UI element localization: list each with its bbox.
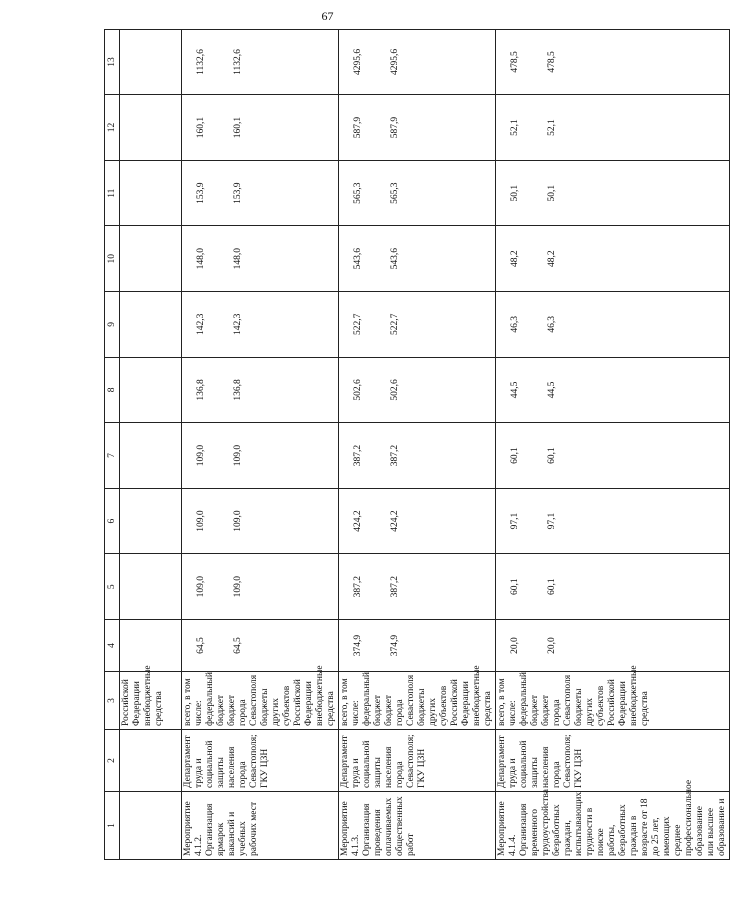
funding-source-label: бюджет города Севастополя <box>384 674 416 726</box>
funding-value: 60,1 <box>547 578 557 596</box>
value-cell <box>182 95 339 161</box>
column-number-header: 12 <box>105 95 120 161</box>
value-cell <box>120 226 182 292</box>
funding-value: 46,3 <box>510 316 520 333</box>
funding-value: 153,9 <box>233 182 243 204</box>
funding-value: 20,0 <box>547 637 557 654</box>
page-number: 67 <box>321 9 334 23</box>
funding-sources-cell <box>182 665 339 730</box>
column-number-row <box>105 29 120 859</box>
value-cell <box>339 160 496 226</box>
funding-value: 522,7 <box>390 313 400 336</box>
funding-source-label: внебюджетные средства <box>315 665 336 726</box>
funding-source-label: всего, в том числе: <box>183 678 204 726</box>
funding-value: 148,0 <box>233 248 243 270</box>
funding-value: 46,3 <box>547 316 557 333</box>
table-body <box>120 29 730 859</box>
value-cell <box>496 423 730 489</box>
table-section-row <box>339 29 496 859</box>
funding-value: 4295,6 <box>390 48 400 76</box>
funding-value: 48,2 <box>547 250 557 268</box>
value-cell <box>182 423 339 489</box>
measure-cell: Мероприятие 4.1.2. Организация ярмарок вакансий и учебных рабочих мест <box>182 792 339 860</box>
funding-value: 50,1 <box>547 184 557 202</box>
funding-value: 478,5 <box>547 51 557 73</box>
value-cell <box>120 423 182 489</box>
column-number-header: 10 <box>105 226 120 292</box>
value-cell <box>339 357 496 423</box>
measure-cell <box>120 792 182 860</box>
value-cell <box>182 357 339 423</box>
value-cell <box>339 292 496 358</box>
funding-value: 44,5 <box>510 381 520 399</box>
funding-value: 60,1 <box>510 578 520 596</box>
funding-source-label: внебюджетные средства <box>629 665 650 726</box>
column-number-header: 5 <box>105 554 120 620</box>
value-cell <box>339 620 496 672</box>
value-cell <box>182 488 339 554</box>
funding-source-label: внебюджетные средства <box>143 665 164 726</box>
funding-value: 387,2 <box>390 444 400 467</box>
funding-source-label: Российской Федерации <box>121 679 142 726</box>
value-cell <box>120 620 182 672</box>
executor-cell: Департамент труда и социальной защиты населения города Севастополя; ГКУ ЦЗН <box>339 730 496 792</box>
funding-value: 587,9 <box>353 116 363 139</box>
value-cell <box>182 620 339 672</box>
value-cell <box>496 488 730 554</box>
funding-value: 160,1 <box>196 116 206 139</box>
table-section-row <box>120 29 182 859</box>
funding-value: 153,9 <box>196 182 206 204</box>
funding-source-label: федеральный бюджет <box>519 672 540 726</box>
funding-value: 522,7 <box>353 313 363 336</box>
funding-value: 52,1 <box>510 119 520 136</box>
funding-value: 136,8 <box>196 379 206 401</box>
funding-value: 97,1 <box>547 512 557 530</box>
value-cell <box>182 160 339 226</box>
value-cell <box>182 292 339 358</box>
measure-cell: Мероприятие 4.1.4. Организация временного трудоустройства безработных граждан, испытывающих трудности в поиске работы, безработных граждан в возрасте от 18 до 25 лет, имеющих среднее профессиональное образование или высшее образование и <box>496 792 730 860</box>
funding-value: 543,6 <box>390 248 400 270</box>
column-number-header: 3 <box>105 672 120 730</box>
value-cell <box>182 29 339 95</box>
value-cell <box>496 292 730 358</box>
funding-value: 587,9 <box>390 116 400 139</box>
funding-value: 374,9 <box>353 634 363 657</box>
funding-value: 478,5 <box>510 51 520 73</box>
funding-value: 142,3 <box>233 313 243 336</box>
funding-value: 109,0 <box>233 576 243 598</box>
value-cell <box>339 29 496 95</box>
value-cell <box>182 554 339 620</box>
table-section-row <box>182 29 339 859</box>
funding-value: 565,3 <box>353 182 363 204</box>
rotated-table-container <box>104 34 727 860</box>
column-number-header: 6 <box>105 488 120 554</box>
funding-value: 502,6 <box>390 379 400 401</box>
funding-value: 565,3 <box>390 182 400 204</box>
funding-source-label: всего, в том числе: <box>340 678 361 726</box>
funding-value: 60,1 <box>547 447 557 464</box>
table-section-row <box>496 29 730 859</box>
funding-value: 374,9 <box>390 634 400 657</box>
value-cell <box>496 620 730 672</box>
funding-source-label: бюджеты других субъектов Российской Федерации <box>260 679 314 726</box>
funding-value: 160,1 <box>233 116 243 139</box>
funding-value: 109,0 <box>196 576 206 598</box>
funding-value: 109,0 <box>196 444 206 467</box>
funding-value: 64,5 <box>196 637 206 654</box>
value-cell <box>496 29 730 95</box>
funding-value: 1132,6 <box>233 49 243 75</box>
column-number-header: 11 <box>105 160 120 226</box>
table-stage <box>104 34 727 860</box>
funding-source-label: федеральный бюджет <box>205 672 226 726</box>
column-number-header: 4 <box>105 620 120 672</box>
funding-value: 4295,6 <box>353 48 363 76</box>
executor-cell <box>120 730 182 792</box>
column-number-header: 1 <box>105 792 120 860</box>
funding-value: 136,8 <box>233 379 243 401</box>
executor-cell: Департамент труда и социальной защиты населения города Севастополя; ГКУ ЦЗН <box>182 730 339 792</box>
funding-source-label: бюджеты других субъектов Российской Федерации <box>417 679 471 726</box>
value-cell <box>339 488 496 554</box>
budget-table <box>104 29 730 860</box>
value-cell <box>496 160 730 226</box>
column-number-header: 13 <box>105 29 120 95</box>
funding-value: 387,2 <box>390 576 400 598</box>
value-cell <box>120 292 182 358</box>
funding-source-label: федеральный бюджет <box>362 672 383 726</box>
funding-sources-cell <box>339 665 496 730</box>
column-number-header: 8 <box>105 357 120 423</box>
funding-value: 60,1 <box>510 447 520 464</box>
value-cell <box>120 554 182 620</box>
value-cell <box>120 160 182 226</box>
funding-value: 387,2 <box>353 576 363 598</box>
funding-value: 1132,6 <box>196 49 206 75</box>
funding-value: 148,0 <box>196 248 206 270</box>
funding-value: 109,0 <box>233 510 243 532</box>
value-cell <box>496 357 730 423</box>
column-number-header: 2 <box>105 730 120 792</box>
funding-value: 20,0 <box>510 637 520 654</box>
funding-value: 502,6 <box>353 379 363 401</box>
value-cell <box>339 95 496 161</box>
funding-value: 543,6 <box>353 248 363 270</box>
value-cell <box>339 423 496 489</box>
funding-source-label: всего, в том числе: <box>497 678 518 726</box>
value-cell <box>496 95 730 161</box>
value-cell <box>339 226 496 292</box>
value-cell <box>339 554 496 620</box>
value-cell <box>120 488 182 554</box>
funding-source-label: внебюджетные средства <box>472 665 493 726</box>
value-cell <box>120 357 182 423</box>
funding-sources-cell <box>120 665 182 730</box>
funding-source-label: бюджет города Севастополя <box>227 674 259 726</box>
value-cell <box>182 226 339 292</box>
funding-value: 387,2 <box>353 444 363 467</box>
funding-value: 109,0 <box>196 510 206 532</box>
funding-value: 109,0 <box>233 444 243 467</box>
funding-source-label: бюджеты других субъектов Российской Федерации <box>574 679 628 726</box>
funding-value: 64,5 <box>233 637 243 654</box>
value-cell <box>120 95 182 161</box>
funding-value: 52,1 <box>547 119 557 136</box>
funding-value: 97,1 <box>510 512 520 530</box>
value-cell <box>496 226 730 292</box>
value-cell <box>120 29 182 95</box>
measure-cell: Мероприятие 4.1.3. Организация проведения оплачиваемых общественных работ <box>339 792 496 860</box>
funding-value: 142,3 <box>196 313 206 336</box>
value-cell <box>496 554 730 620</box>
column-number-header: 7 <box>105 423 120 489</box>
funding-value: 48,2 <box>510 250 520 268</box>
funding-value: 50,1 <box>510 184 520 202</box>
funding-sources-cell <box>496 665 730 730</box>
column-number-header: 9 <box>105 292 120 358</box>
funding-value: 424,2 <box>353 510 363 532</box>
funding-value: 44,5 <box>547 381 557 399</box>
funding-value: 424,2 <box>390 510 400 532</box>
funding-source-label: бюджет города Севастополя <box>541 674 573 726</box>
executor-cell: Департамент труда и социальной защиты населения города Севастополя; ГКУ ЦЗН <box>496 730 730 792</box>
